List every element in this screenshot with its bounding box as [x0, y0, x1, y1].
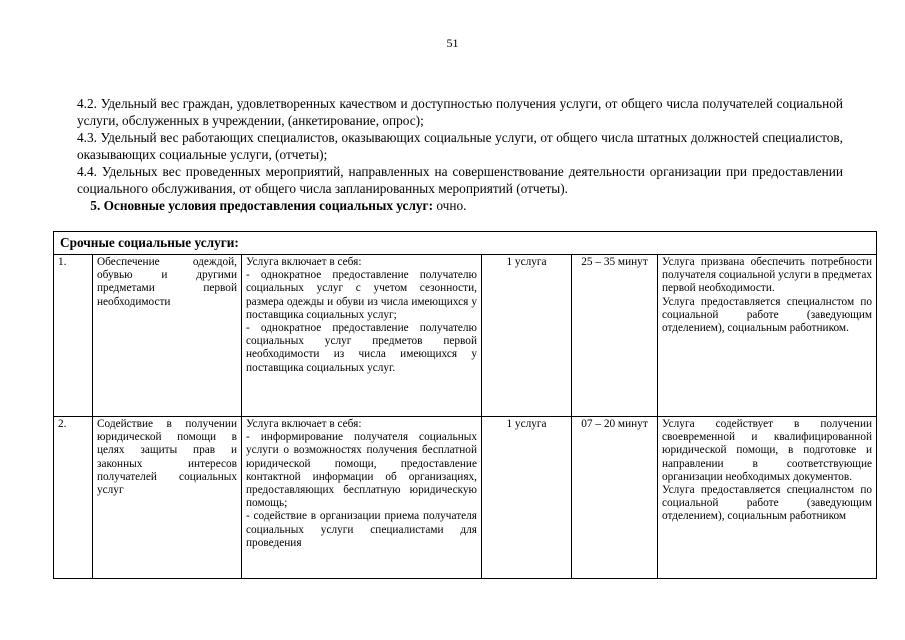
description-line: - содействие в организации приема получателя социальных услуги специалистами для проведения	[246, 510, 477, 549]
description-line: Услуга включает в себя:	[246, 418, 362, 430]
description-line: - однократное предоставление получателю социальных услуг с учетом сезонности, размера одежды и обуви из числа имеющихся у поставщика социальных услуг;	[246, 269, 477, 321]
service-volume: 1 услуга	[482, 417, 572, 579]
body-text	[77, 95, 843, 214]
service-description	[242, 255, 482, 417]
table-title-row	[54, 232, 877, 255]
service-time: 25 – 35 минут	[572, 255, 658, 417]
description-line: - информирование получателя социальных услуги о возможностях получения бесплатной юридической помощи, предоставление контактной информации об организациях, предоставляющих бесплатную юридическую помощь;	[246, 431, 477, 510]
notes-line: Услуга призвана обеспечить потребности получателя социальной услуги в предметах первой необходимости.	[662, 256, 873, 295]
services-table	[53, 231, 877, 579]
row-number: 2.	[54, 417, 93, 579]
description-line: Услуга включает в себя:	[246, 256, 362, 268]
service-name: Обеспечение одеждой, обувью и другими предметами первой необходимости	[93, 255, 242, 417]
service-description	[242, 417, 482, 579]
section-5-title: 5. Основные условия предоставления социальных услуг:	[90, 198, 434, 213]
service-notes	[658, 255, 877, 417]
section-5-value: очно.	[433, 198, 467, 213]
paragraph-4-4: 4.4. Удельных вес проведенных мероприятий, направленных на совершенствование деятельности организации при предоставлении социального обслуживания, от общего числа запланированных мероприятий (отчеты).	[77, 164, 843, 196]
services-table-wrap	[53, 231, 876, 579]
service-time: 07 – 20 минут	[572, 417, 658, 579]
notes-line: Услуга предоставляется специалнстом по социальной работе (заведующим отделением), социальным работником	[662, 484, 873, 523]
page-number: 51	[446, 36, 459, 50]
paragraph-4-3: 4.3. Удельный вес работающих специалистов, оказывающих социальные услуги, от общего числа штатных должностей специалистов, оказывающих социальные услуги, (отчеты);	[77, 130, 843, 162]
row-number: 1.	[54, 255, 93, 417]
table-row	[54, 255, 877, 417]
paragraph-4-2: 4.2. Удельный вес граждан, удовлетворенных качеством и доступностью получения услуги, от общего числа получателей социальной услуги, обслуженных в учреждении, (анкетирование, опрос);	[77, 96, 843, 128]
notes-line: Услуга содействует в получении своевременной и квалифицированной юридической помощи, в подготовке и направлении в соответствующие организации необходимых документов.	[662, 418, 873, 483]
section-5	[77, 197, 843, 214]
service-notes	[658, 417, 877, 579]
service-volume: 1 услуга	[482, 255, 572, 417]
description-line: - однократное предоставление получателю социальных услуг предметов первой необходимости из числа имеющихся у поставщика социальных услуг.	[246, 322, 477, 374]
table-title: Срочные социальные услуги:	[54, 232, 877, 255]
service-name: Содействие в получении юридической помощи в целях защиты прав и законных интересов получателей социальных услуг	[93, 417, 242, 579]
notes-line: Услуга предоставляется специалнстом по социальной работе (заведующим отделением), социальным работником.	[662, 295, 873, 335]
table-row	[54, 417, 877, 579]
